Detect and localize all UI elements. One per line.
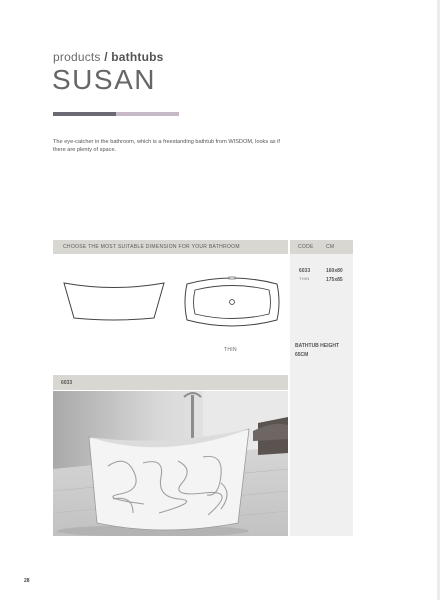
dimension-2: 175x85 — [326, 277, 343, 283]
breadcrumb-separator: / — [104, 50, 108, 64]
accent-bar-light — [116, 112, 179, 116]
height-value: 65CM — [295, 352, 309, 358]
breadcrumb-category: products — [53, 50, 101, 64]
bathtub-top-view-icon — [182, 274, 282, 330]
photo-caption-bar — [53, 375, 288, 390]
product-code-type: THIN — [299, 276, 310, 281]
breadcrumb — [53, 50, 164, 64]
spec-panel — [290, 240, 353, 536]
page-title: SUSAN — [52, 64, 156, 95]
page-number: 28 — [24, 578, 30, 584]
height-label: BATHTUB HEIGHT — [295, 343, 340, 349]
dimension-header — [53, 240, 288, 254]
cm-header: CM — [326, 244, 335, 250]
product-photo — [53, 391, 288, 536]
bathtub-side-view-icon — [60, 278, 168, 326]
breadcrumb-subcategory: bathtubs — [111, 50, 164, 64]
diagram-label: THIN — [224, 347, 237, 353]
intro-text: The eye-catcher in the bathroom, which is a freestanding bathtub from WISDOM, looks as if there are plenty of space. — [53, 139, 280, 153]
dimension-header-label: CHOOSE THE MOST SUITABLE DIMENSION FOR YOUR BATHROOM — [63, 244, 240, 250]
product-photo-illustration — [53, 391, 288, 536]
dimension-1: 160x80 — [326, 268, 343, 274]
product-code: 6033 — [299, 268, 311, 274]
photo-caption: 6033 — [61, 380, 73, 386]
accent-bar-dark — [53, 112, 116, 116]
code-header: CODE — [298, 244, 314, 250]
